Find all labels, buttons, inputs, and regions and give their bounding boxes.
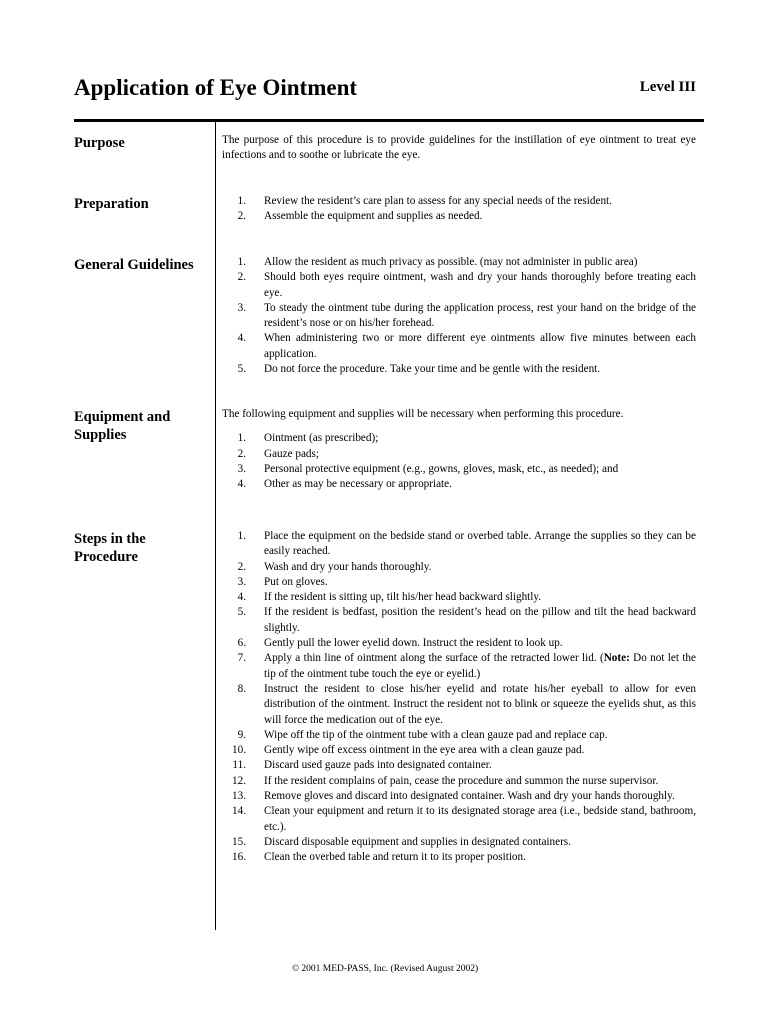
list-item bbox=[222, 728, 696, 743]
list-text: Allow the resident as much privacy as possible. (may not administer in public area) bbox=[264, 256, 638, 268]
list-item bbox=[222, 682, 696, 728]
list-text: To steady the ointment tube during the application process, rest your hand on the bridge of the resident’s nose or on his/her forehead. bbox=[264, 301, 696, 330]
list-number: 7. bbox=[237, 652, 246, 665]
list-number: 13. bbox=[232, 790, 246, 803]
list-number: 5. bbox=[237, 363, 246, 376]
list-text: Put on gloves. bbox=[264, 575, 328, 588]
list-text: If the resident is bedfast, position the resident’s head on the pillow and tilt the head backward slightly. bbox=[264, 606, 696, 634]
list-number: 4. bbox=[237, 478, 246, 491]
list-item bbox=[222, 331, 696, 362]
list-number: 5. bbox=[237, 606, 246, 619]
list-text: Gently wipe off excess ointment in the eye area with a clean gauze pad. bbox=[264, 744, 585, 757]
list-text: If the resident complains of pain, cease the procedure and summon the nurse supervisor. bbox=[264, 774, 659, 787]
list-number: 1. bbox=[237, 256, 246, 268]
list-item bbox=[222, 590, 696, 605]
list-number: 3. bbox=[237, 575, 246, 588]
list-item bbox=[222, 529, 696, 560]
general-guidelines-content bbox=[222, 255, 696, 377]
list-text: Remove gloves and discard into designated container. Wash and dry your hands thoroughly. bbox=[264, 790, 675, 803]
list-item bbox=[222, 477, 696, 492]
equipment-label-line1: Equipment and bbox=[74, 409, 171, 425]
list-text: Wash and dry your hands thoroughly. bbox=[264, 560, 432, 573]
list-item bbox=[222, 194, 696, 209]
list-text: Other as may be necessary or appropriate. bbox=[264, 478, 452, 491]
list-number: 8. bbox=[237, 682, 246, 695]
list-item bbox=[222, 804, 696, 835]
steps-content bbox=[222, 529, 696, 866]
list-text: Gauze pads; bbox=[264, 447, 319, 460]
list-number: 2. bbox=[237, 560, 246, 573]
equipment-intro: The following equipment and supplies will be necessary when performing this procedure. bbox=[222, 408, 624, 420]
list-number: 6. bbox=[237, 637, 246, 650]
list-item bbox=[222, 651, 696, 682]
list-number: 1. bbox=[237, 432, 246, 445]
steps-label bbox=[74, 530, 209, 566]
list-item bbox=[222, 431, 696, 446]
list-number: 3. bbox=[237, 462, 246, 475]
list-text: When administering two or more different eye ointments allow five minutes between each application. bbox=[264, 332, 696, 360]
header-rule bbox=[74, 119, 704, 122]
level-label: Level III bbox=[639, 79, 696, 95]
list-text: Personal protective equipment (e.g., gowns, gloves, mask, etc., as needed); and bbox=[264, 462, 619, 475]
preparation-label: Preparation bbox=[74, 196, 149, 212]
list-item bbox=[222, 743, 696, 758]
equipment-list bbox=[222, 431, 696, 492]
list-item bbox=[222, 850, 696, 865]
list-text: Apply a thin line of ointment along the surface of the retracted lower lid. ( bbox=[264, 652, 604, 665]
list-number: 14. bbox=[232, 805, 246, 818]
list-item bbox=[222, 362, 696, 377]
list-number: 4. bbox=[237, 332, 246, 345]
list-item bbox=[222, 462, 696, 477]
list-item bbox=[222, 447, 696, 462]
list-text: Instruct the resident to close his/her eyelid and rotate his/her eyeball to allow for even distribution of the ointment. Instruct the resident not to blink or squeeze the eyelids shut, as this will force the medication out of the eye. bbox=[264, 682, 696, 726]
steps-list bbox=[222, 529, 696, 866]
note-label: Note: bbox=[603, 652, 630, 665]
steps-label-line2: Procedure bbox=[74, 549, 138, 565]
list-number: 16. bbox=[232, 851, 246, 864]
preparation-content bbox=[222, 194, 696, 225]
purpose-label: Purpose bbox=[74, 135, 125, 151]
list-item bbox=[222, 636, 696, 651]
list-number: 10. bbox=[232, 744, 246, 757]
list-text: Discard used gauze pads into designated container. bbox=[264, 759, 492, 772]
list-item bbox=[222, 774, 696, 789]
list-number: 1. bbox=[237, 530, 246, 542]
list-item bbox=[222, 270, 696, 301]
list-item bbox=[222, 758, 696, 773]
page-title: Application of Eye Ointment bbox=[74, 75, 358, 100]
list-item bbox=[222, 605, 696, 636]
list-number: 2. bbox=[237, 271, 246, 284]
list-text-continued: Do not let the tip of the ointment tube touch the eye or eyelid.) bbox=[264, 652, 696, 680]
preparation-list bbox=[222, 194, 696, 225]
equipment-content bbox=[222, 407, 696, 492]
list-number: 1. bbox=[237, 195, 246, 207]
column-divider bbox=[215, 122, 216, 930]
list-text: Gently pull the lower eyelid down. Instruct the resident to look up. bbox=[264, 637, 563, 650]
list-text: Clean the overbed table and return it to its proper position. bbox=[264, 851, 526, 864]
list-text: Should both eyes require ointment, wash and dry your hands thoroughly before treating each eye. bbox=[264, 271, 696, 299]
list-text: Discard disposable equipment and supplies in designated containers. bbox=[264, 835, 571, 848]
list-item bbox=[222, 301, 696, 332]
list-text: Assemble the equipment and supplies as needed. bbox=[264, 210, 483, 223]
general-guidelines-label: General Guidelines bbox=[74, 257, 194, 273]
purpose-content bbox=[222, 133, 696, 164]
list-number: 12. bbox=[232, 774, 246, 787]
purpose-text: The purpose of this procedure is to provide guidelines for the instillation of eye ointment to treat eye infections and to soothe or lubricate the eye. bbox=[222, 134, 696, 162]
list-number: 2. bbox=[237, 447, 246, 460]
equipment-label bbox=[74, 408, 209, 444]
list-number: 9. bbox=[237, 728, 246, 741]
list-item bbox=[222, 789, 696, 804]
list-item bbox=[222, 575, 696, 590]
list-number: 2. bbox=[237, 210, 246, 223]
list-text: Wipe off the tip of the ointment tube with a clean gauze pad and replace cap. bbox=[264, 728, 608, 741]
list-text: Ointment (as prescribed); bbox=[264, 432, 379, 445]
list-text: Do not force the procedure. Take your time and be gentle with the resident. bbox=[264, 363, 601, 376]
list-text: If the resident is sitting up, tilt his/her head backward slightly. bbox=[264, 591, 542, 604]
list-number: 11. bbox=[232, 759, 246, 772]
list-number: 4. bbox=[237, 591, 246, 604]
list-text: Review the resident’s care plan to assess for any special needs of the resident. bbox=[264, 195, 612, 207]
copyright-footer: © 2001 MED-PASS, Inc. (Revised August 2002) bbox=[291, 964, 479, 974]
list-number: 15. bbox=[232, 835, 246, 848]
list-text: Place the equipment on the bedside stand or overbed table. Arrange the supplies so they can be easily reached. bbox=[264, 530, 696, 558]
general-guidelines-list bbox=[222, 255, 696, 377]
list-item bbox=[222, 835, 696, 850]
list-item bbox=[222, 255, 696, 270]
steps-label-line1: Steps in the bbox=[74, 531, 146, 547]
list-item bbox=[222, 209, 696, 224]
equipment-label-line2: Supplies bbox=[74, 427, 127, 443]
list-text: Clean your equipment and return it to its designated storage area (i.e., bedside stand, bathroom, etc.). bbox=[264, 805, 696, 833]
list-number: 3. bbox=[237, 301, 246, 314]
list-item bbox=[222, 560, 696, 575]
